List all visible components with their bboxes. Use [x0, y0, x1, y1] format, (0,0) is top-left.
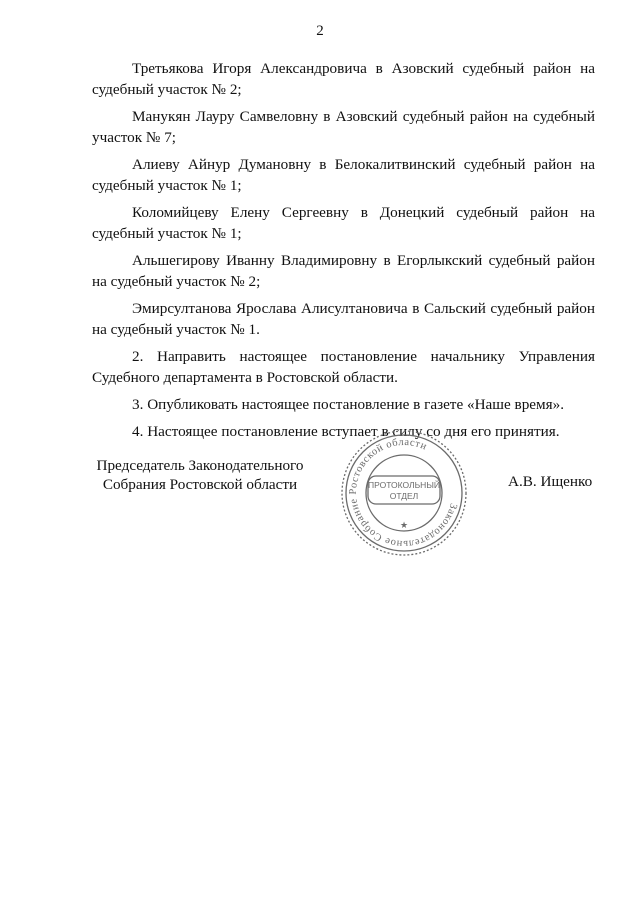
signature-title-line-1: Председатель Законодательного [96, 457, 304, 474]
signatory-name: А.В. Ищенко [508, 473, 593, 490]
seal-center-line-2: ОТДЕЛ [389, 491, 419, 501]
seal-center-line-1: ПРОТОКОЛЬНЫЙ [368, 480, 440, 490]
official-seal [339, 428, 469, 558]
paragraph-appointment-4: Коломийцеву Елену Сергеевну в Донецкий судебный район на судебный участок № 1; [92, 204, 595, 242]
paragraph-item-4: 4. Настоящее постановление вступает в силу со дня его принятия. [132, 423, 560, 440]
seal-ring-text: Законодательное Собрание Ростовской области [347, 436, 459, 550]
signature-title [90, 456, 310, 494]
paragraph-appointment-3: Алиеву Айнур Думановну в Белокалитвинский судебный район на судебный участок № 1; [92, 156, 595, 194]
paragraph-item-3: 3. Опубликовать настоящее постановление в газете «Наше время». [132, 396, 565, 413]
paragraph-appointment-6: Эмирсултанова Ярослава Алисултановича в Сальский судебный район на судебный участок № 1. [92, 300, 595, 338]
seal-star-icon: ★ [399, 520, 409, 530]
paragraph-appointment-5: Альшегирову Иванну Владимировну в Егорлыкский судебный район на судебный участок № 2; [92, 252, 595, 290]
page-number: 2 [316, 23, 324, 39]
paragraph-item-2: 2. Направить настоящее постановление начальнику Управления Судебного департамента в Ростовской области. [92, 348, 595, 386]
document-body [92, 58, 595, 448]
seal-stamp-icon [339, 428, 469, 558]
paragraph-appointment-2: Манукян Лауру Самвеловну в Азовский судебный район на судебный участок № 7; [92, 108, 595, 146]
signature-title-line-2: Собрания Ростовской области [102, 476, 298, 493]
paragraph-appointment-1: Третьякова Игоря Александровича в Азовский судебный район на судебный участок № 2; [92, 60, 595, 98]
